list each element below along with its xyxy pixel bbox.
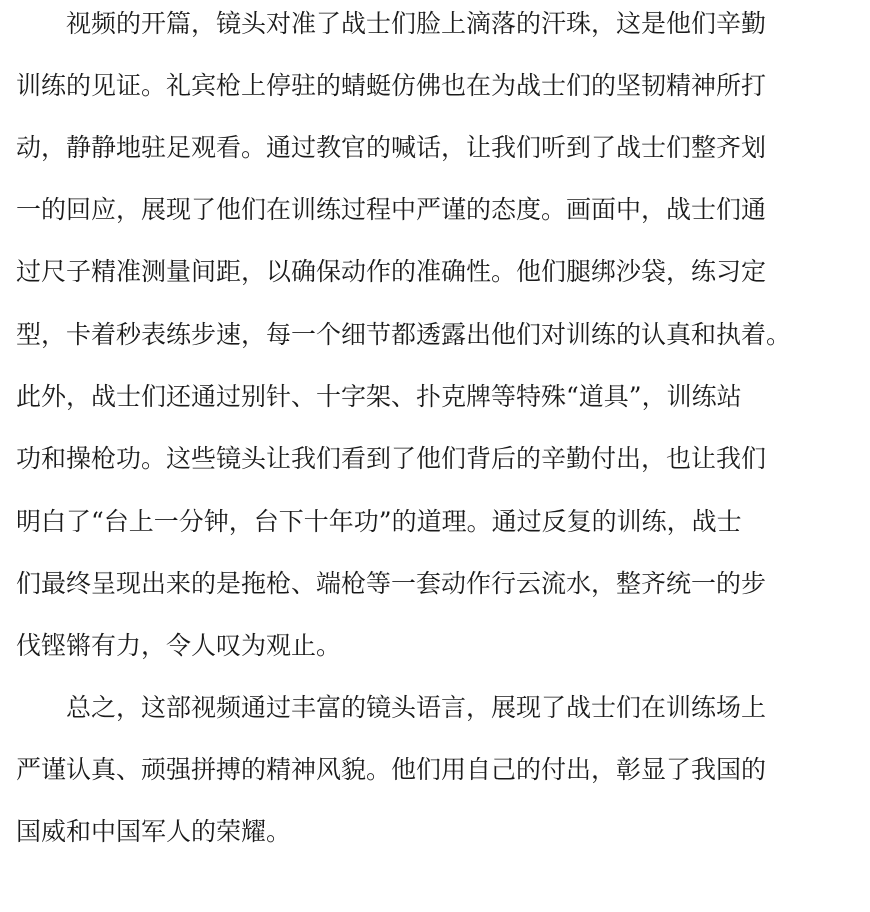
paragraph-2-line-3: 国威和中国军人的荣耀。 (16, 817, 292, 846)
paragraph-1-line-2: 训练的见证。礼宾枪上停驻的蜻蜓仿佛也在为战士们的坚韧精神所打 (16, 71, 767, 100)
paragraph-1-line-6: 型，卡着秒表练步速，每一个细节都透露出他们对训练的认真和执着。 (16, 320, 792, 349)
paragraph-1-line-8: 功和操枪功。这些镜头让我们看到了他们背后的辛勤付出，也让我们 (16, 444, 767, 473)
paragraph-1-line-5: 过尺子精准测量间距，以确保动作的准确性。他们腿绑沙袋，练习定 (16, 257, 767, 286)
paragraph-1-line-1: 视频的开篇，镜头对准了战士们脸上滴落的汗珠，这是他们辛勤 (16, 9, 767, 38)
paragraph-1-line-7: 此外，战士们还通过别针、十字架、扑克牌等特殊“道具”，训练站 (16, 382, 742, 411)
paragraph-1-line-10: 们最终呈现出来的是拖枪、端枪等一套动作行云流水，整齐统一的步 (16, 569, 767, 598)
paragraph-2-line-1: 总之，这部视频通过丰富的镜头语言，展现了战士们在训练场上 (16, 693, 767, 722)
paragraph-2-line-2: 严谨认真、顽强拼搏的精神风貌。他们用自己的付出，彰显了我国的 (16, 755, 767, 784)
paragraph-1-line-9: 明白了“台上一分钟，台下十年功”的道理。通过反复的训练，战士 (16, 507, 742, 536)
paragraph-1-line-4: 一的回应，展现了他们在训练过程中严谨的态度。画面中，战士们通 (16, 195, 767, 224)
paragraph-1-line-3: 动，静静地驻足观看。通过教官的喊话，让我们听到了战士们整齐划 (16, 133, 767, 162)
paragraph-1-line-11: 伐铿锵有力，令人叹为观止。 (16, 631, 342, 660)
